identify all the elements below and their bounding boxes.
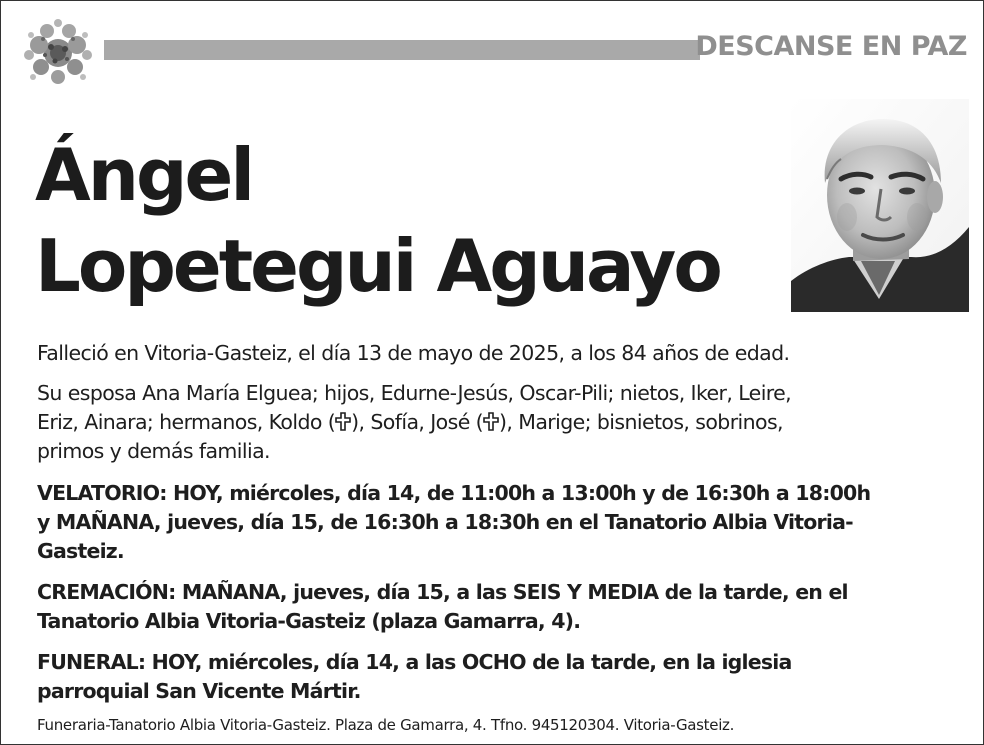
cremacion-paragraph — [37, 578, 957, 636]
funeral-line-2: parroquial San Vicente Mártir. — [37, 679, 361, 703]
family-line-3: primos y demás familia. — [37, 439, 270, 463]
funeral-paragraph — [37, 648, 957, 706]
footer-text: Funeraria-Tanatorio Albia Vitoria-Gasteiz. Plaza de Gamarra, 4. Tfno. 945120304. Vitoria-Gasteiz. — [37, 716, 735, 734]
cremacion-line-1: CREMACIÓN: MAÑANA, jueves, día 15, a las SEIS Y MEDIA de la tarde, en el — [37, 580, 848, 604]
velatorio-line-3: Gasteiz. — [37, 539, 124, 563]
velatorio-paragraph — [37, 479, 957, 566]
family-line-2: Eriz, Ainara; hermanos, Koldo ( ), Sofía, José ( ), Marige; bisnietos, sobrinos, — [37, 410, 783, 434]
deceased-first-name: Ángel — [35, 133, 253, 217]
header-divider-bar — [104, 40, 700, 60]
flower-ornament-icon — [17, 15, 99, 91]
family-paragraph — [37, 379, 957, 466]
cross-icon — [335, 412, 351, 431]
header-title: DESCANSE EN PAZ — [695, 31, 967, 62]
portrait-photo — [791, 99, 969, 312]
death-notice — [37, 339, 957, 368]
death-notice-text: Falleció en Vitoria-Gasteiz, el día 13 de mayo de 2025, a los 84 años de edad. — [37, 341, 790, 365]
deceased-last-name: Lopetegui Aguayo — [35, 224, 720, 308]
footer-funeral-home — [37, 715, 957, 735]
cross-icon — [483, 412, 499, 431]
cremacion-line-2: Tanatorio Albia Vitoria-Gasteiz (plaza Gamarra, 4). — [37, 609, 581, 633]
velatorio-line-1: VELATORIO: HOY, miércoles, día 14, de 11:00h a 13:00h y de 16:30h a 18:00h — [37, 481, 871, 505]
funeral-line-1: FUNERAL: HOY, miércoles, día 14, a las OCHO de la tarde, en la iglesia — [37, 650, 792, 674]
velatorio-line-2: y MAÑANA, jueves, día 15, de 16:30h a 18:30h en el Tanatorio Albia Vitoria- — [37, 510, 853, 534]
family-line-1: Su esposa Ana María Elguea; hijos, Edurne-Jesús, Oscar-Pili; nietos, Iker, Leire, — [37, 381, 792, 405]
